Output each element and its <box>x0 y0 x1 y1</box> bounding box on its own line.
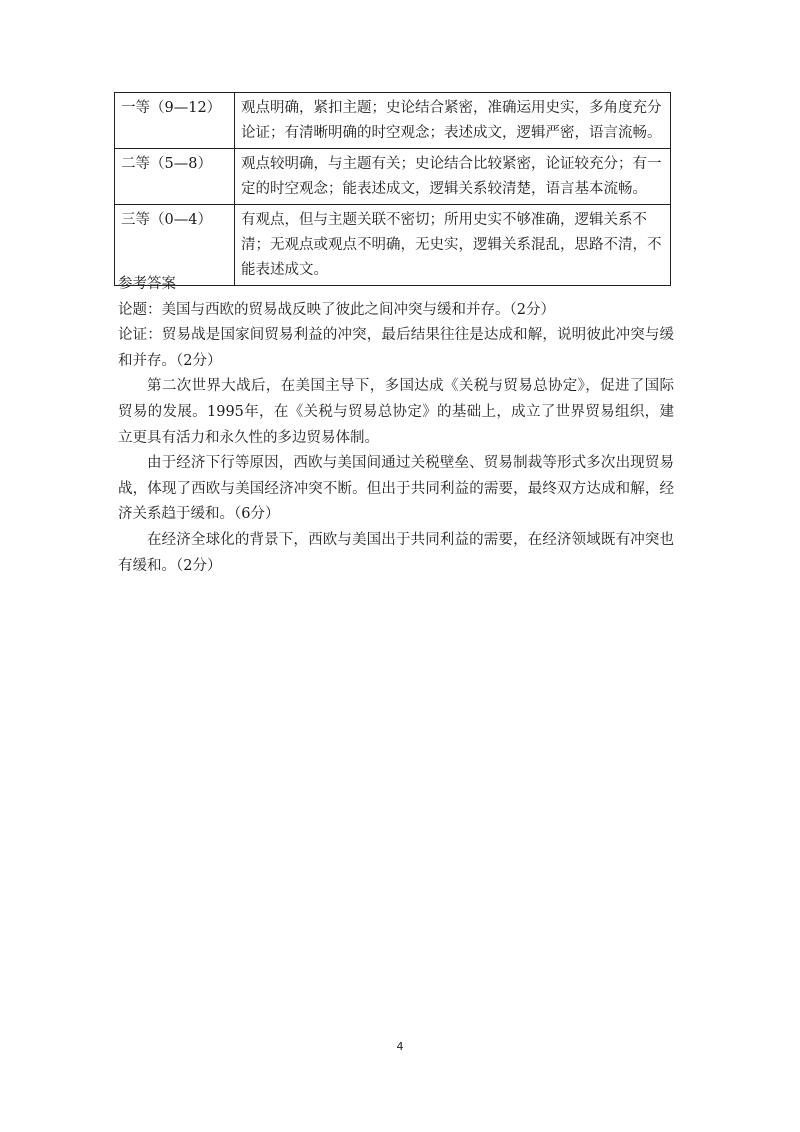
grade-cell: 一等（9—12） <box>115 93 235 149</box>
thesis-paragraph: 论题：美国与西欧的贸易战反映了彼此之间冲突与缓和并存。（2分） <box>118 301 555 318</box>
criteria-cell: 观点较明确，与主题有关；史论结合比较紧密，论证较充分；有一定的时空观念；能表述成文，逻辑关系较清楚，语言基本流畅。 <box>235 149 671 205</box>
page-number: 4 <box>396 1040 404 1053</box>
reference-answer-section <box>118 272 674 579</box>
grade-cell: 三等（0—4） <box>115 205 235 286</box>
table-row <box>115 149 671 205</box>
grade-cell: 二等（5—8） <box>115 149 235 205</box>
grading-rubric-table <box>114 92 671 286</box>
section-heading: 参考答案 <box>118 276 176 292</box>
criteria-cell: 有观点，但与主题关联不密切；所用史实不够准确，逻辑关系不清；无观点或观点不明确，无史实，逻辑关系混乱，思路不清，不能表述成文。 <box>235 205 671 286</box>
criteria-cell: 观点明确，紧扣主题；史论结合紧密，准确运用史实，多角度充分论证；有清晰明确的时空观念；表述成文，逻辑严密，语言流畅。 <box>235 93 671 149</box>
body-paragraph: 第二次世界大战后，在美国主导下，多国达成《关税与贸易总协定》，促进了国际贸易的发展。1995年，在《关税与贸易总协定》的基础上，成立了世界贸易组织，建立更具有活力和永久性的多边贸易体制。 <box>118 378 674 446</box>
body-paragraph: 在经济全球化的背景下，西欧与美国出于共同利益的需要，在经济领域既有冲突也有缓和。（2分） <box>118 531 674 574</box>
argument-intro-paragraph: 论证：贸易战是国家间贸易利益的冲突，最后结果往往是达成和解，说明彼此冲突与缓和并存。（2分） <box>118 327 674 369</box>
body-paragraph: 由于经济下行等原因，西欧与美国间通过关税壁垒、贸易制裁等形式多次出现贸易战，体现了西欧与美国经济冲突不断。但出于共同利益的需要，最终双方达成和解，经济关系趋于缓和。（6分） <box>118 455 674 523</box>
table-row <box>115 93 671 149</box>
